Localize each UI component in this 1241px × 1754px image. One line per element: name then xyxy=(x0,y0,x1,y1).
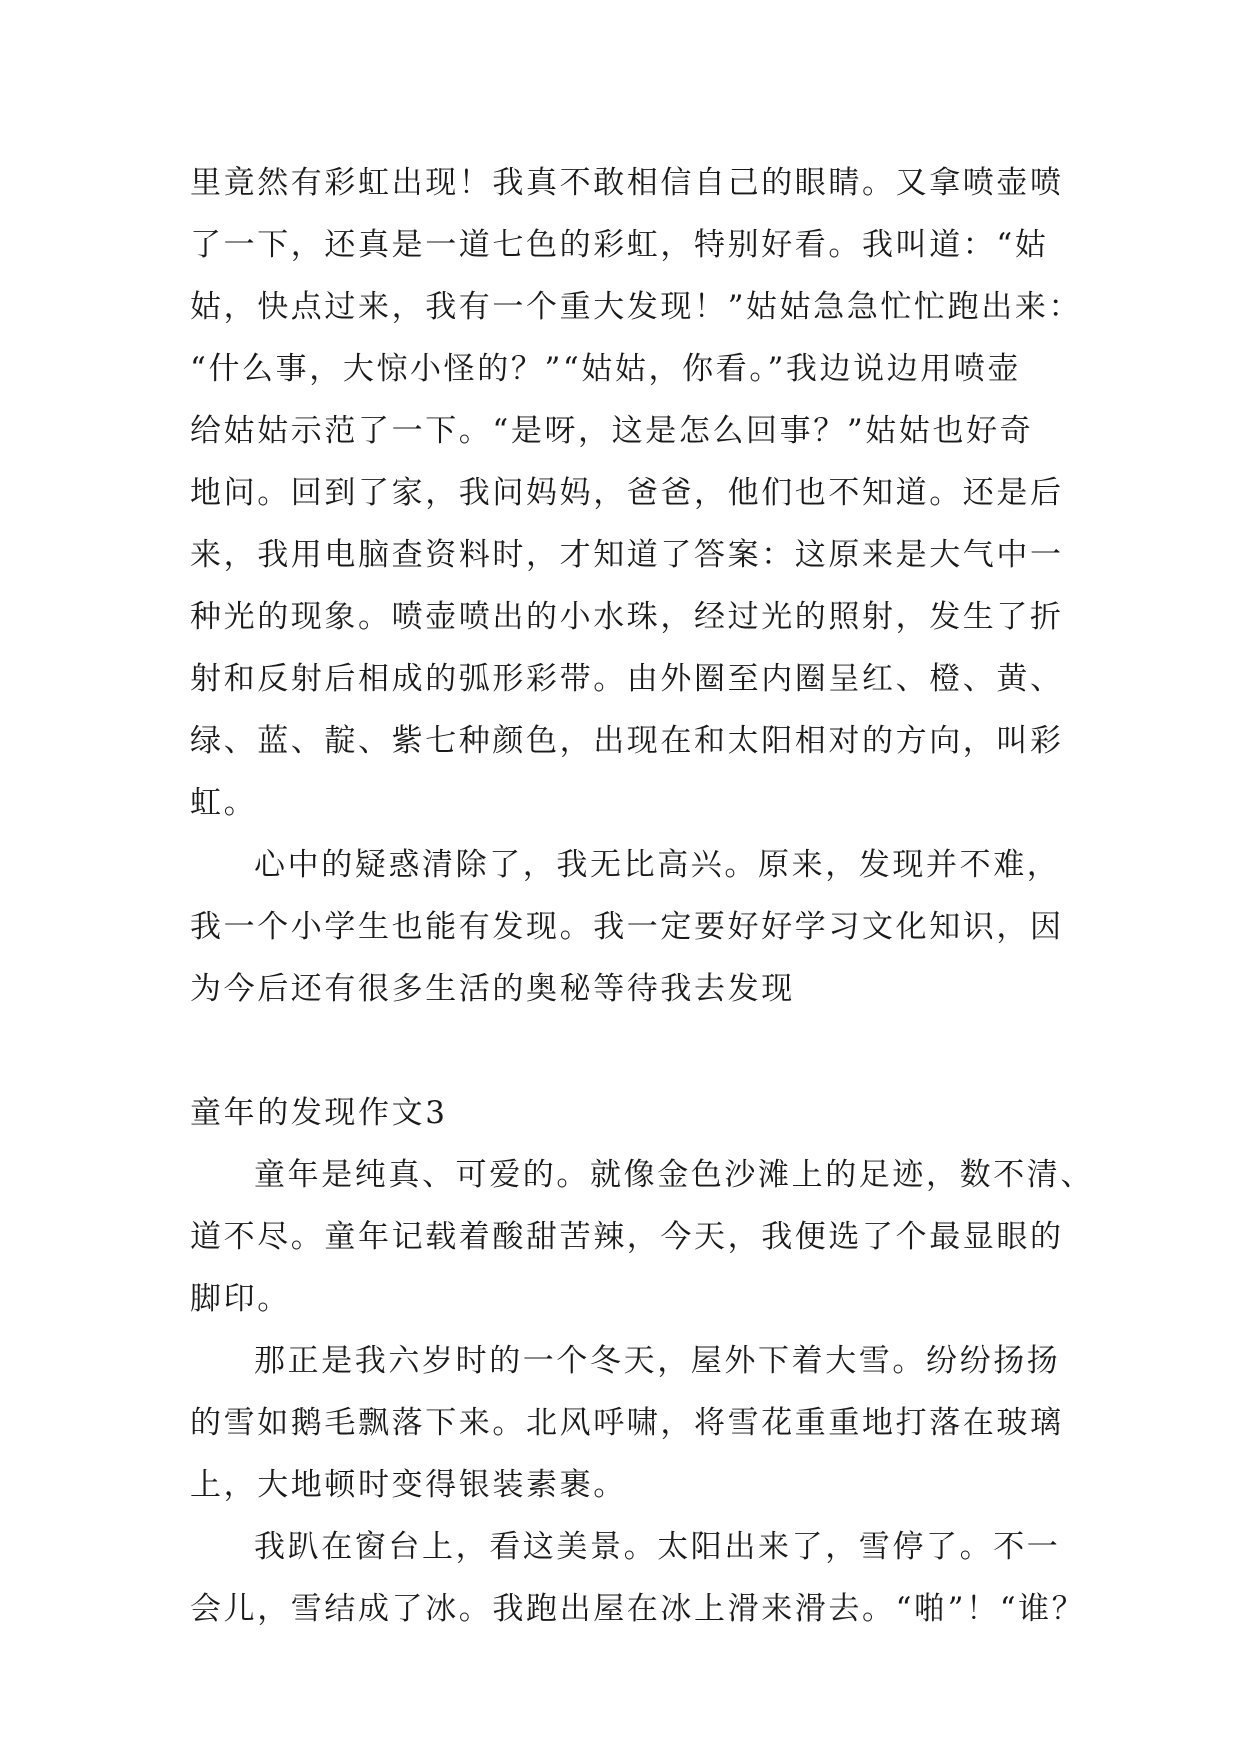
paragraph-line: 会儿，雪结成了冰。我跑出屋在冰上滑来滑去。“啪”！“谁？ xyxy=(190,1591,1086,1627)
paragraph-line: 那正是我六岁时的一个冬天，屋外下着大雪。纷纷扬扬 xyxy=(254,1343,1061,1379)
paragraph-line: 道不尽。童年记载着酸甜苦辣，今天，我便选了个最显眼的 xyxy=(190,1219,1064,1255)
paragraph-line: 心中的疑惑清除了，我无比高兴。原来，发现并不难， xyxy=(254,847,1061,883)
section-title: 童年的发现作文3 xyxy=(190,1095,448,1131)
paragraph-line: 姑，快点过来，我有一个重大发现！”姑姑急急忙忙跑出来： xyxy=(190,289,1083,325)
paragraph-line: 地问。回到了家，我问妈妈，爸爸，他们也不知道。还是后 xyxy=(190,475,1064,511)
paragraph-line: 童年是纯真、可爱的。就像金色沙滩上的足迹，数不清、 xyxy=(254,1157,1094,1193)
paragraph-line: “什么事，大惊小怪的？”“姑姑，你看。”我边说边用喷壶 xyxy=(190,351,1022,387)
paragraph-line: 绿、蓝、靛、紫七种颜色，出现在和太阳相对的方向，叫彩 xyxy=(190,723,1064,759)
paragraph-line: 来，我用电脑查资料时，才知道了答案：这原来是大气中一 xyxy=(190,537,1064,573)
paragraph-line: 我趴在窗台上，看这美景。太阳出来了，雪停了。不一 xyxy=(254,1529,1061,1565)
paragraph-line: 脚印。 xyxy=(190,1281,291,1317)
paragraph-line: 虹。 xyxy=(190,785,258,821)
paragraph-line: 了一下，还真是一道七色的彩虹，特别好看。我叫道：“姑 xyxy=(190,227,1049,263)
paragraph-line: 的雪如鹅毛飘落下来。北风呼啸，将雪花重重地打落在玻璃 xyxy=(190,1405,1064,1441)
paragraph-line: 种光的现象。喷壶喷出的小水珠，经过光的照射，发生了折 xyxy=(190,599,1064,635)
paragraph-line: 为今后还有很多生活的奥秘等待我去发现 xyxy=(190,971,795,1007)
paragraph-line: 我一个小学生也能有发现。我一定要好好学习文化知识，因 xyxy=(190,909,1064,945)
paragraph-line: 里竟然有彩虹出现！我真不敢相信自己的眼睛。又拿喷壶喷 xyxy=(190,165,1064,201)
paragraph-line: 射和反射后相成的弧形彩带。由外圈至内圈呈红、橙、黄、 xyxy=(190,661,1064,697)
paragraph-line: 给姑姑示范了一下。“是呀，这是怎么回事？”姑姑也好奇 xyxy=(190,413,1034,449)
paragraph-line: 上，大地顿时变得银装素裹。 xyxy=(190,1467,627,1503)
